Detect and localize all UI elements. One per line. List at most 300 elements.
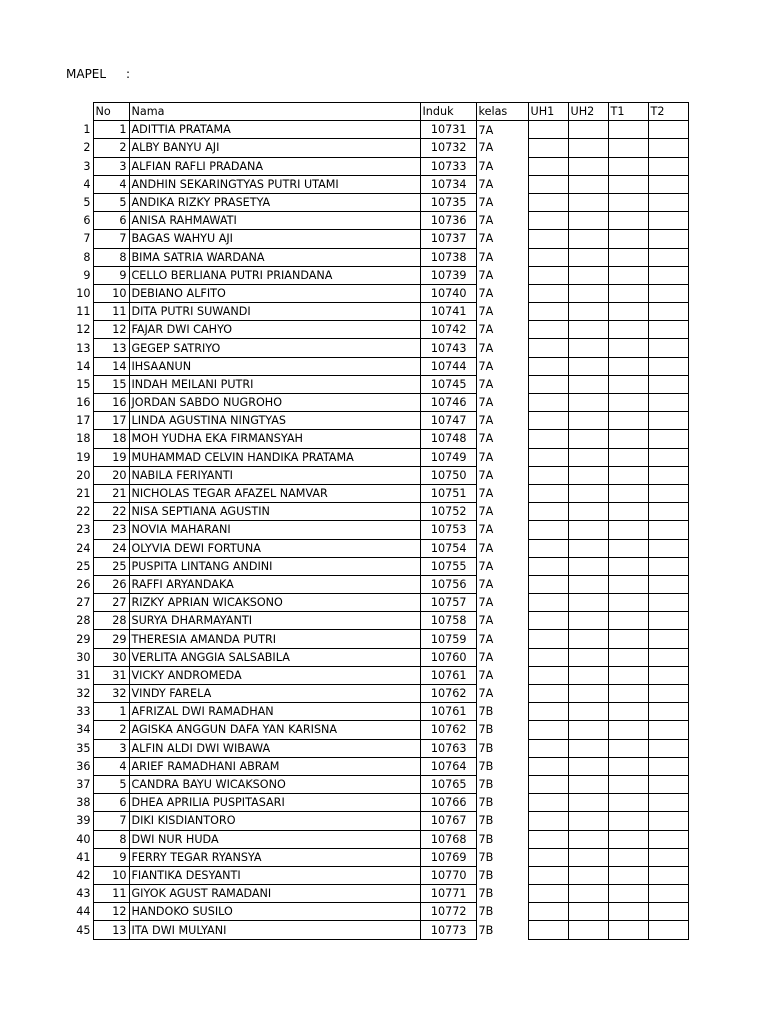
cell-uh1[interactable]	[528, 539, 568, 557]
cell-induk: 10744	[420, 357, 476, 375]
cell-induk: 10748	[420, 430, 476, 448]
row-number: 10	[76, 286, 91, 300]
cell-t1[interactable]	[608, 521, 648, 539]
cell-induk: 10731	[420, 121, 476, 139]
cell-kelas: 7B	[478, 723, 494, 737]
cell-uh1[interactable]	[528, 175, 568, 193]
cell-t2[interactable]	[648, 612, 688, 630]
cell-uh2[interactable]	[568, 903, 608, 921]
cell-t1[interactable]	[608, 339, 648, 357]
cell-uh1[interactable]	[528, 521, 568, 539]
cell-uh1[interactable]	[528, 721, 568, 739]
cell-no: 13	[93, 921, 129, 939]
cell-nama: ARIEF RAMADHANI ABRAM	[129, 757, 420, 775]
cell-no: 3	[93, 157, 129, 175]
cell-uh1[interactable]	[528, 703, 568, 721]
cell-t2[interactable]	[648, 175, 688, 193]
cell-t2[interactable]	[648, 248, 688, 266]
cell-t2[interactable]	[648, 139, 688, 157]
cell-uh2[interactable]	[568, 466, 608, 484]
row-number: 13	[76, 341, 91, 355]
row-number: 38	[76, 796, 91, 810]
cell-t2[interactable]	[648, 757, 688, 775]
cell-t1[interactable]	[608, 848, 648, 866]
cell-uh2[interactable]	[568, 812, 608, 830]
cell-uh1[interactable]	[528, 775, 568, 793]
cell-uh1[interactable]	[528, 430, 568, 448]
cell-uh2[interactable]	[568, 666, 608, 684]
cell-no: 20	[93, 466, 129, 484]
table-row	[66, 394, 688, 412]
cell-t1[interactable]	[608, 885, 648, 903]
mapel-colon: :	[126, 67, 131, 81]
cell-t2[interactable]	[648, 484, 688, 502]
cell-uh1[interactable]	[528, 357, 568, 375]
cell-t1[interactable]	[608, 721, 648, 739]
cell-no: 6	[93, 212, 129, 230]
cell-kelas: 7A	[478, 323, 494, 337]
row-number: 40	[76, 832, 91, 846]
cell-t1[interactable]	[608, 812, 648, 830]
row-number: 6	[83, 214, 91, 228]
table-row	[66, 630, 688, 648]
cell-t1[interactable]	[608, 921, 648, 939]
cell-uh1[interactable]	[528, 230, 568, 248]
cell-nama: ANDIKA RIZKY PRASETYA	[129, 193, 420, 211]
cell-t2[interactable]	[648, 375, 688, 393]
cell-induk: 10772	[420, 903, 476, 921]
cell-induk: 10771	[420, 885, 476, 903]
cell-no: 31	[93, 666, 129, 684]
cell-t1[interactable]	[608, 430, 648, 448]
cell-uh2[interactable]	[568, 594, 608, 612]
cell-t1[interactable]	[608, 775, 648, 793]
cell-nama: DHEA APRILIA PUSPITASARI	[129, 794, 420, 812]
table-row	[66, 357, 688, 375]
cell-induk: 10759	[420, 630, 476, 648]
cell-uh1[interactable]	[528, 339, 568, 357]
cell-nama: ALFIAN RAFLI PRADANA	[129, 157, 420, 175]
cell-uh2[interactable]	[568, 630, 608, 648]
cell-uh1[interactable]	[528, 830, 568, 848]
cell-t1[interactable]	[608, 157, 648, 175]
cell-uh2[interactable]	[568, 921, 608, 939]
cell-uh2[interactable]	[568, 357, 608, 375]
cell-induk: 10734	[420, 175, 476, 193]
cell-uh1[interactable]	[528, 630, 568, 648]
cell-t1[interactable]	[608, 412, 648, 430]
cell-t1[interactable]	[608, 830, 648, 848]
cell-t1[interactable]	[608, 757, 648, 775]
table-row	[66, 812, 688, 830]
cell-t1[interactable]	[608, 685, 648, 703]
cell-t2[interactable]	[648, 594, 688, 612]
cell-induk: 10753	[420, 521, 476, 539]
cell-t2[interactable]	[648, 685, 688, 703]
table-row	[66, 557, 688, 575]
table-row	[66, 212, 688, 230]
cell-t1[interactable]	[608, 648, 648, 666]
cell-induk: 10769	[420, 848, 476, 866]
cell-t2[interactable]	[648, 575, 688, 593]
cell-uh1[interactable]	[528, 757, 568, 775]
cell-nama: NICHOLAS TEGAR AFAZEL NAMVAR	[129, 484, 420, 502]
cell-t1[interactable]	[608, 248, 648, 266]
cell-no: 8	[93, 830, 129, 848]
cell-t2[interactable]	[648, 466, 688, 484]
cell-t1[interactable]	[608, 357, 648, 375]
cell-t2[interactable]	[648, 230, 688, 248]
cell-uh2[interactable]	[568, 175, 608, 193]
cell-kelas: 7B	[478, 905, 494, 919]
row-number: 3	[83, 159, 91, 173]
cell-uh2[interactable]	[568, 284, 608, 302]
cell-nama: CANDRA BAYU WICAKSONO	[129, 775, 420, 793]
row-number: 25	[76, 559, 91, 573]
cell-t1[interactable]	[608, 375, 648, 393]
cell-uh1[interactable]	[528, 812, 568, 830]
row-number-header	[66, 103, 93, 121]
cell-uh1[interactable]	[528, 466, 568, 484]
cell-t2[interactable]	[648, 430, 688, 448]
cell-t1[interactable]	[608, 394, 648, 412]
cell-uh1[interactable]	[528, 685, 568, 703]
cell-t2[interactable]	[648, 521, 688, 539]
cell-t2[interactable]	[648, 284, 688, 302]
cell-t2[interactable]	[648, 394, 688, 412]
cell-uh2[interactable]	[568, 648, 608, 666]
cell-t2[interactable]	[648, 648, 688, 666]
cell-uh2[interactable]	[568, 303, 608, 321]
cell-uh2[interactable]	[568, 193, 608, 211]
cell-induk: 10740	[420, 284, 476, 302]
row-number: 8	[83, 250, 91, 264]
header-uh2: UH2	[568, 103, 608, 121]
cell-kelas: 7A	[478, 687, 494, 701]
table-row	[66, 612, 688, 630]
cell-uh1[interactable]	[528, 121, 568, 139]
cell-no: 28	[93, 612, 129, 630]
cell-t2[interactable]	[648, 121, 688, 139]
cell-t2[interactable]	[648, 794, 688, 812]
cell-kelas: 7A	[478, 414, 494, 428]
cell-t1[interactable]	[608, 303, 648, 321]
cell-uh2[interactable]	[568, 375, 608, 393]
cell-nama: IHSAANUN	[129, 357, 420, 375]
row-number: 44	[76, 905, 91, 919]
cell-uh1[interactable]	[528, 866, 568, 884]
table-row	[66, 903, 688, 921]
cell-uh2[interactable]	[568, 484, 608, 502]
cell-uh2[interactable]	[568, 866, 608, 884]
cell-kelas: 7A	[478, 341, 494, 355]
cell-kelas: 7A	[478, 432, 494, 446]
cell-uh1[interactable]	[528, 575, 568, 593]
cell-t1[interactable]	[608, 630, 648, 648]
cell-uh1[interactable]	[528, 266, 568, 284]
cell-t1[interactable]	[608, 612, 648, 630]
cell-uh2[interactable]	[568, 885, 608, 903]
table-body	[66, 121, 688, 939]
cell-kelas: 7A	[478, 177, 494, 191]
cell-uh1[interactable]	[528, 557, 568, 575]
cell-uh2[interactable]	[568, 503, 608, 521]
cell-t1[interactable]	[608, 448, 648, 466]
cell-uh1[interactable]	[528, 248, 568, 266]
cell-t2[interactable]	[648, 448, 688, 466]
cell-t1[interactable]	[608, 666, 648, 684]
cell-nama: NABILA FERIYANTI	[129, 466, 420, 484]
cell-nama: LINDA AGUSTINA NINGTYAS	[129, 412, 420, 430]
cell-t1[interactable]	[608, 230, 648, 248]
row-number: 28	[76, 614, 91, 628]
cell-uh2[interactable]	[568, 430, 608, 448]
cell-t2[interactable]	[648, 921, 688, 939]
cell-t1[interactable]	[608, 193, 648, 211]
cell-t2[interactable]	[648, 866, 688, 884]
cell-induk: 10762	[420, 685, 476, 703]
cell-induk: 10760	[420, 648, 476, 666]
cell-uh2[interactable]	[568, 121, 608, 139]
cell-uh2[interactable]	[568, 448, 608, 466]
cell-nama: OLYVIA DEWI FORTUNA	[129, 539, 420, 557]
row-number: 42	[76, 868, 91, 882]
header-induk: Induk	[420, 103, 476, 121]
cell-uh1[interactable]	[528, 666, 568, 684]
cell-t1[interactable]	[608, 557, 648, 575]
cell-uh1[interactable]	[528, 212, 568, 230]
cell-t1[interactable]	[608, 266, 648, 284]
cell-t1[interactable]	[608, 903, 648, 921]
cell-uh1[interactable]	[528, 157, 568, 175]
cell-uh1[interactable]	[528, 612, 568, 630]
cell-uh1[interactable]	[528, 193, 568, 211]
cell-uh1[interactable]	[528, 484, 568, 502]
cell-no: 1	[93, 121, 129, 139]
cell-t1[interactable]	[608, 739, 648, 757]
cell-t1[interactable]	[608, 121, 648, 139]
cell-uh2[interactable]	[568, 775, 608, 793]
cell-uh1[interactable]	[528, 321, 568, 339]
cell-no: 13	[93, 339, 129, 357]
cell-t1[interactable]	[608, 866, 648, 884]
row-number: 22	[76, 505, 91, 519]
cell-t2[interactable]	[648, 775, 688, 793]
cell-induk: 10763	[420, 739, 476, 757]
cell-induk: 10741	[420, 303, 476, 321]
cell-uh2[interactable]	[568, 721, 608, 739]
cell-t1[interactable]	[608, 794, 648, 812]
cell-no: 32	[93, 685, 129, 703]
cell-uh1[interactable]	[528, 848, 568, 866]
cell-t1[interactable]	[608, 321, 648, 339]
cell-t1[interactable]	[608, 466, 648, 484]
cell-uh1[interactable]	[528, 921, 568, 939]
table-row	[66, 266, 688, 284]
cell-t2[interactable]	[648, 703, 688, 721]
cell-no: 10	[93, 866, 129, 884]
row-number: 41	[76, 850, 91, 864]
cell-kelas: 7A	[478, 668, 494, 682]
cell-no: 11	[93, 303, 129, 321]
cell-induk: 10733	[420, 157, 476, 175]
row-number: 4	[83, 177, 91, 191]
cell-no: 2	[93, 139, 129, 157]
cell-kelas: 7A	[478, 650, 494, 664]
cell-nama: DWI NUR HUDA	[129, 830, 420, 848]
cell-kelas: 7A	[478, 232, 494, 246]
row-number: 29	[76, 632, 91, 646]
cell-uh2[interactable]	[568, 557, 608, 575]
cell-t2[interactable]	[648, 266, 688, 284]
header-kelas: kelas	[476, 103, 528, 121]
cell-uh2[interactable]	[568, 739, 608, 757]
cell-t2[interactable]	[648, 339, 688, 357]
cell-nama: VICKY ANDROMEDA	[129, 666, 420, 684]
table-row	[66, 248, 688, 266]
cell-t1[interactable]	[608, 575, 648, 593]
table-row	[66, 757, 688, 775]
cell-t2[interactable]	[648, 321, 688, 339]
cell-t2[interactable]	[648, 412, 688, 430]
cell-uh1[interactable]	[528, 903, 568, 921]
cell-no: 14	[93, 357, 129, 375]
cell-t2[interactable]	[648, 357, 688, 375]
cell-t2[interactable]	[648, 885, 688, 903]
cell-kelas: 7A	[478, 141, 494, 155]
cell-t2[interactable]	[648, 739, 688, 757]
cell-kelas: 7A	[478, 596, 494, 610]
cell-uh1[interactable]	[528, 739, 568, 757]
cell-t1[interactable]	[608, 175, 648, 193]
cell-t2[interactable]	[648, 903, 688, 921]
cell-t2[interactable]	[648, 557, 688, 575]
cell-uh1[interactable]	[528, 394, 568, 412]
cell-t1[interactable]	[608, 284, 648, 302]
cell-t2[interactable]	[648, 812, 688, 830]
cell-uh1[interactable]	[528, 448, 568, 466]
cell-uh1[interactable]	[528, 648, 568, 666]
cell-induk: 10735	[420, 193, 476, 211]
row-number: 15	[76, 377, 91, 391]
cell-t1[interactable]	[608, 503, 648, 521]
cell-uh2[interactable]	[568, 212, 608, 230]
cell-uh2[interactable]	[568, 339, 608, 357]
table-row	[66, 885, 688, 903]
cell-uh2[interactable]	[568, 394, 608, 412]
cell-t2[interactable]	[648, 539, 688, 557]
cell-t1[interactable]	[608, 703, 648, 721]
cell-t2[interactable]	[648, 666, 688, 684]
row-number: 32	[76, 687, 91, 701]
cell-t2[interactable]	[648, 303, 688, 321]
cell-t2[interactable]	[648, 193, 688, 211]
cell-t1[interactable]	[608, 594, 648, 612]
cell-uh2[interactable]	[568, 848, 608, 866]
cell-uh2[interactable]	[568, 248, 608, 266]
cell-nama: RIZKY APRIAN WICAKSONO	[129, 594, 420, 612]
cell-uh1[interactable]	[528, 375, 568, 393]
cell-nama: RAFFI ARYANDAKA	[129, 575, 420, 593]
row-number: 11	[76, 305, 91, 319]
cell-no: 7	[93, 812, 129, 830]
cell-nama: VERLITA ANGGIA SALSABILA	[129, 648, 420, 666]
cell-uh1[interactable]	[528, 139, 568, 157]
cell-t2[interactable]	[648, 212, 688, 230]
row-number: 19	[76, 450, 91, 464]
cell-uh2[interactable]	[568, 157, 608, 175]
cell-nama: CELLO BERLIANA PUTRI PRIANDANA	[129, 266, 420, 284]
cell-t2[interactable]	[648, 721, 688, 739]
cell-t1[interactable]	[608, 139, 648, 157]
header-no: No	[93, 103, 129, 121]
cell-kelas: 7B	[478, 868, 494, 882]
cell-uh2[interactable]	[568, 139, 608, 157]
cell-nama: ALFIN ALDI DWI WIBAWA	[129, 739, 420, 757]
cell-nama: ITA DWI MULYANI	[129, 921, 420, 939]
row-number: 27	[76, 596, 91, 610]
cell-induk: 10761	[420, 666, 476, 684]
cell-kelas: 7A	[478, 396, 494, 410]
cell-nama: NISA SEPTIANA AGUSTIN	[129, 503, 420, 521]
cell-t1[interactable]	[608, 212, 648, 230]
cell-no: 15	[93, 375, 129, 393]
cell-uh2[interactable]	[568, 539, 608, 557]
cell-uh1[interactable]	[528, 503, 568, 521]
cell-uh2[interactable]	[568, 703, 608, 721]
cell-kelas: 7A	[478, 250, 494, 264]
cell-uh2[interactable]	[568, 230, 608, 248]
cell-t2[interactable]	[648, 848, 688, 866]
cell-uh2[interactable]	[568, 830, 608, 848]
cell-uh2[interactable]	[568, 321, 608, 339]
cell-uh1[interactable]	[528, 794, 568, 812]
cell-t2[interactable]	[648, 503, 688, 521]
row-number: 7	[83, 232, 91, 246]
table-row	[66, 703, 688, 721]
cell-induk: 10736	[420, 212, 476, 230]
header-t1: T1	[608, 103, 648, 121]
cell-uh2[interactable]	[568, 612, 608, 630]
cell-uh2[interactable]	[568, 266, 608, 284]
cell-nama: BIMA SATRIA WARDANA	[129, 248, 420, 266]
cell-uh1[interactable]	[528, 284, 568, 302]
cell-uh2[interactable]	[568, 757, 608, 775]
cell-uh2[interactable]	[568, 575, 608, 593]
cell-nama: DEBIANO ALFITO	[129, 284, 420, 302]
cell-uh1[interactable]	[528, 412, 568, 430]
cell-uh2[interactable]	[568, 412, 608, 430]
cell-uh2[interactable]	[568, 794, 608, 812]
cell-t2[interactable]	[648, 157, 688, 175]
cell-kelas: 7B	[478, 778, 494, 792]
table-row	[66, 139, 688, 157]
cell-t1[interactable]	[608, 539, 648, 557]
cell-t2[interactable]	[648, 630, 688, 648]
table-row	[66, 303, 688, 321]
cell-uh1[interactable]	[528, 594, 568, 612]
cell-t2[interactable]	[648, 830, 688, 848]
cell-induk: 10746	[420, 394, 476, 412]
table-row	[66, 430, 688, 448]
cell-no: 25	[93, 557, 129, 575]
cell-uh2[interactable]	[568, 685, 608, 703]
cell-t1[interactable]	[608, 484, 648, 502]
cell-no: 18	[93, 430, 129, 448]
cell-uh1[interactable]	[528, 885, 568, 903]
cell-uh2[interactable]	[568, 521, 608, 539]
cell-uh1[interactable]	[528, 303, 568, 321]
